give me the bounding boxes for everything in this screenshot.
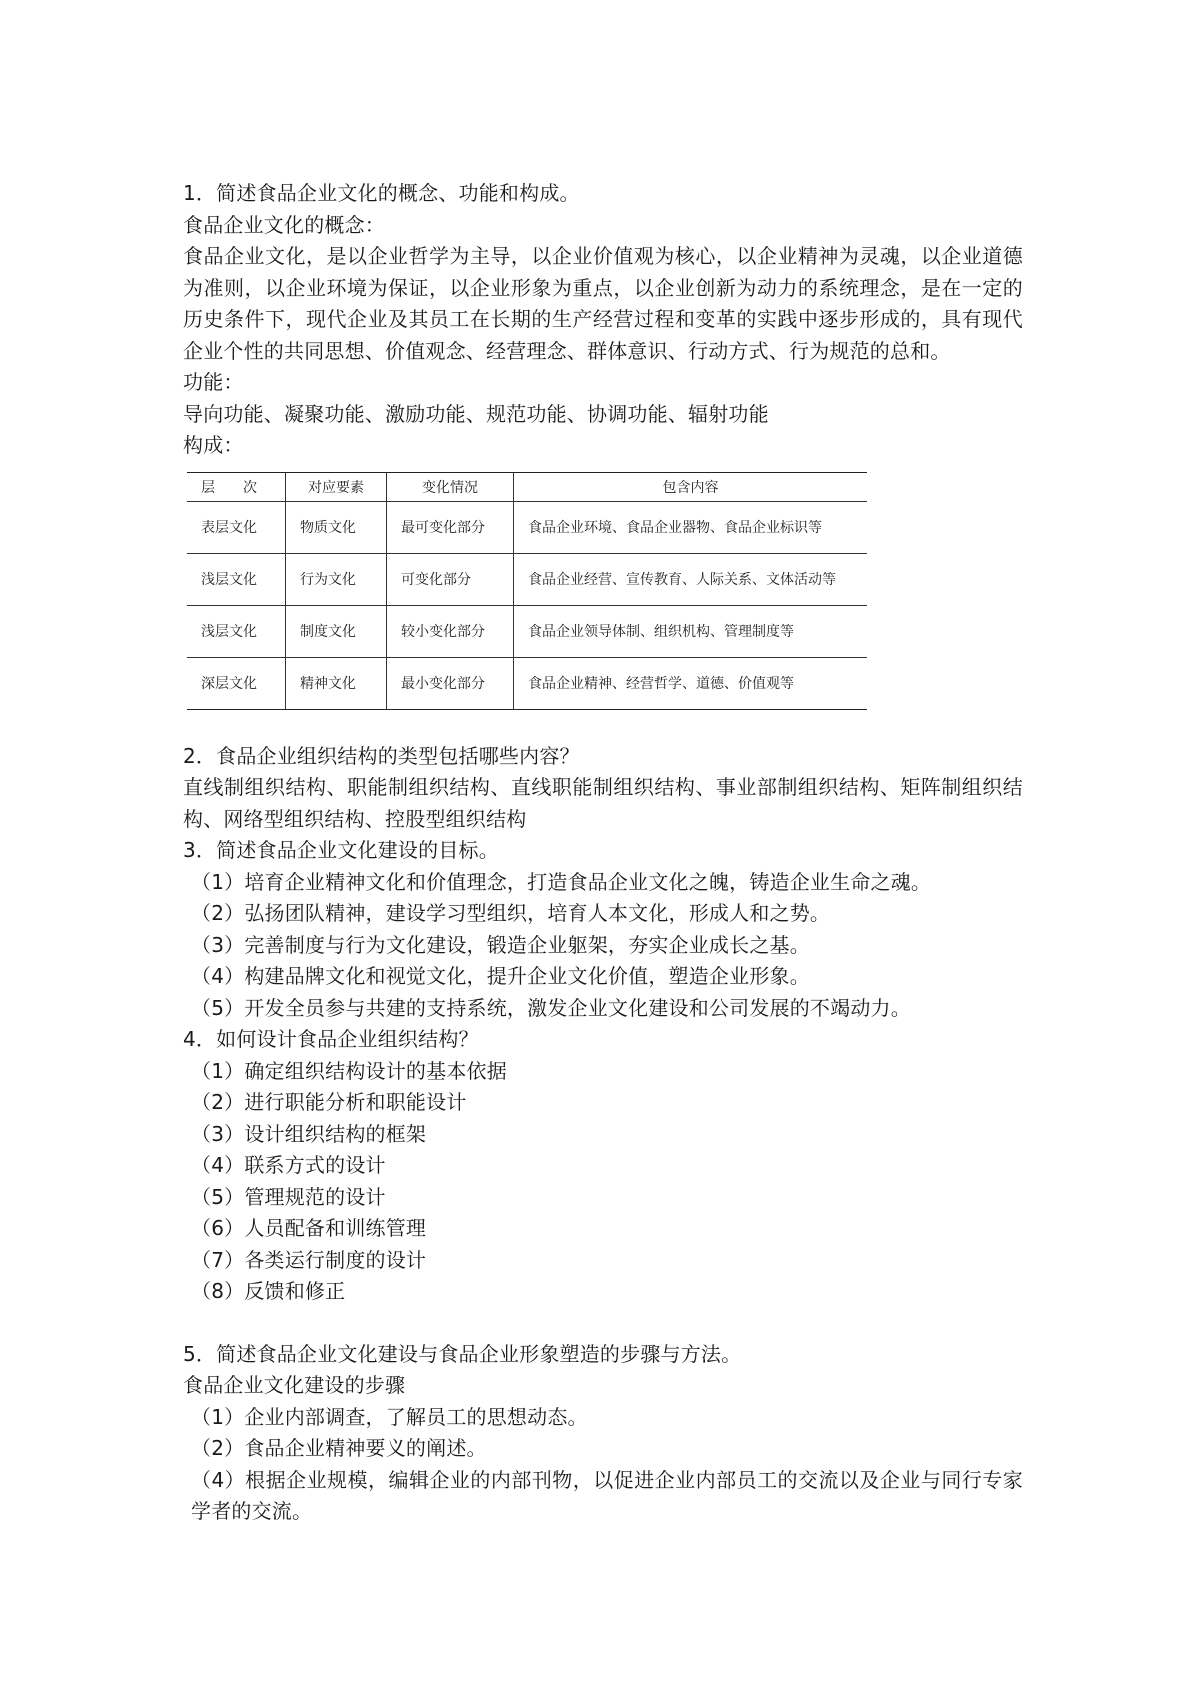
table-cell-content: 食品企业领导体制、组织机构、管理制度等 bbox=[514, 605, 868, 657]
table-cell-level: 表层文化 bbox=[187, 501, 286, 553]
list-item: （2）食品企业精神要义的阐述。 bbox=[191, 1436, 487, 1460]
question-3-title: 3．简述食品企业文化建设的目标。 bbox=[183, 838, 499, 862]
table-header-row bbox=[187, 472, 867, 501]
table-header-level: 层 次 bbox=[187, 472, 286, 501]
concept-label: 食品企业文化的概念： bbox=[183, 212, 385, 237]
function-text: 导向功能、凝聚功能、激励功能、规范功能、协调功能、辐射功能 bbox=[183, 401, 769, 426]
list-item: （3）设计组织结构的框架 bbox=[191, 1121, 427, 1146]
table-cell-level: 深层文化 bbox=[187, 657, 286, 709]
list-item: （5）开发全员参与共建的支持系统，激发企业文化建设和公司发展的不竭动力。 bbox=[191, 995, 911, 1020]
spacer bbox=[183, 710, 1023, 741]
list-item: （4）构建品牌文化和视觉文化，提升企业文化价值，塑造企业形象。 bbox=[191, 964, 810, 988]
table-header-element: 对应要素 bbox=[286, 472, 387, 501]
question-5-subtitle: 食品企业文化建设的步骤 bbox=[183, 1373, 406, 1397]
table-row bbox=[187, 553, 867, 605]
list-item: （2）弘扬团队精神，建设学习型组织，培育人本文化，形成人和之势。 bbox=[191, 901, 831, 925]
concept-paragraph: 食品企业文化，是以企业哲学为主导，以企业价值观为核心，以企业精神为灵魂，以企业道德为准则，以企业环境为保证，以企业形象为重点，以企业创新为动力的系统理念，是在一定的历史条件下，现代企业及其员工在长期的生产经营过程和变革的实践中逐步形成的，具有现代企业个性的共同思想、价值观念、经营理念、群体意识、行动方式、行为规范的总和。 bbox=[183, 244, 1023, 363]
table-cell-element: 物质文化 bbox=[286, 501, 387, 553]
list-item: （1）企业内部调查，了解员工的思想动态。 bbox=[191, 1404, 588, 1429]
document-page bbox=[183, 178, 1023, 1528]
table-cell-element: 制度文化 bbox=[286, 605, 387, 657]
list-item: （4）根据企业规模，编辑企业的内部刊物，以促进企业内部员工的交流以及企业与同行专家学者的交流。 bbox=[191, 1467, 1023, 1523]
table-cell-element: 行为文化 bbox=[286, 553, 387, 605]
question-5-title: 5．简述食品企业文化建设与食品企业形象塑造的步骤与方法。 bbox=[183, 1341, 742, 1366]
list-item: （5）管理规范的设计 bbox=[191, 1184, 386, 1209]
question-2-answer: 直线制组织结构、职能制组织结构、直线职能制组织结构、事业部制组织结构、矩阵制组织结构、网络型组织结构、控股型组织结构 bbox=[183, 775, 1023, 831]
list-item: （3）完善制度与行为文化建设，锻造企业躯架，夯实企业成长之基。 bbox=[191, 932, 810, 957]
question-1-title: 1．简述食品企业文化的概念、功能和构成。 bbox=[183, 181, 580, 205]
list-item: （1）确定组织结构设计的基本依据 bbox=[191, 1058, 507, 1083]
list-item: （1）培育企业精神文化和价值理念，打造食品企业文化之魄，铸造企业生命之魂。 bbox=[191, 869, 932, 894]
list-item: （8）反馈和修正 bbox=[191, 1279, 346, 1303]
table-cell-level: 浅层文化 bbox=[187, 553, 286, 605]
table-cell-element: 精神文化 bbox=[286, 657, 387, 709]
list-item: （2）进行职能分析和职能设计 bbox=[191, 1090, 467, 1114]
culture-composition-table bbox=[187, 472, 867, 710]
table-header-content: 包含内容 bbox=[514, 472, 868, 501]
question-4-title: 4．如何设计食品企业组织结构？ bbox=[183, 1027, 479, 1051]
table-row bbox=[187, 605, 867, 657]
table-cell-change: 最可变化部分 bbox=[387, 501, 514, 553]
table-cell-content: 食品企业经营、宣传教育、人际关系、文体活动等 bbox=[514, 553, 868, 605]
table-cell-level: 浅层文化 bbox=[187, 605, 286, 657]
table-header-change: 变化情况 bbox=[387, 472, 514, 501]
table-row bbox=[187, 657, 867, 709]
function-label: 功能： bbox=[183, 370, 244, 394]
table-cell-content: 食品企业环境、食品企业器物、食品企业标识等 bbox=[514, 501, 868, 553]
table-row bbox=[187, 501, 867, 553]
list-item: （4）联系方式的设计 bbox=[191, 1153, 386, 1177]
question-2-title: 2．食品企业组织结构的类型包括哪些内容？ bbox=[183, 743, 580, 768]
table-cell-change: 最小变化部分 bbox=[387, 657, 514, 709]
table-cell-content: 食品企业精神、经营哲学、道德、价值观等 bbox=[514, 657, 868, 709]
spacer bbox=[183, 1308, 1023, 1339]
table-cell-change: 可变化部分 bbox=[387, 553, 514, 605]
list-item: （6）人员配备和训练管理 bbox=[191, 1216, 427, 1240]
list-item: （7）各类运行制度的设计 bbox=[191, 1247, 427, 1272]
table-cell-change: 较小变化部分 bbox=[387, 605, 514, 657]
composition-label: 构成： bbox=[183, 433, 244, 457]
